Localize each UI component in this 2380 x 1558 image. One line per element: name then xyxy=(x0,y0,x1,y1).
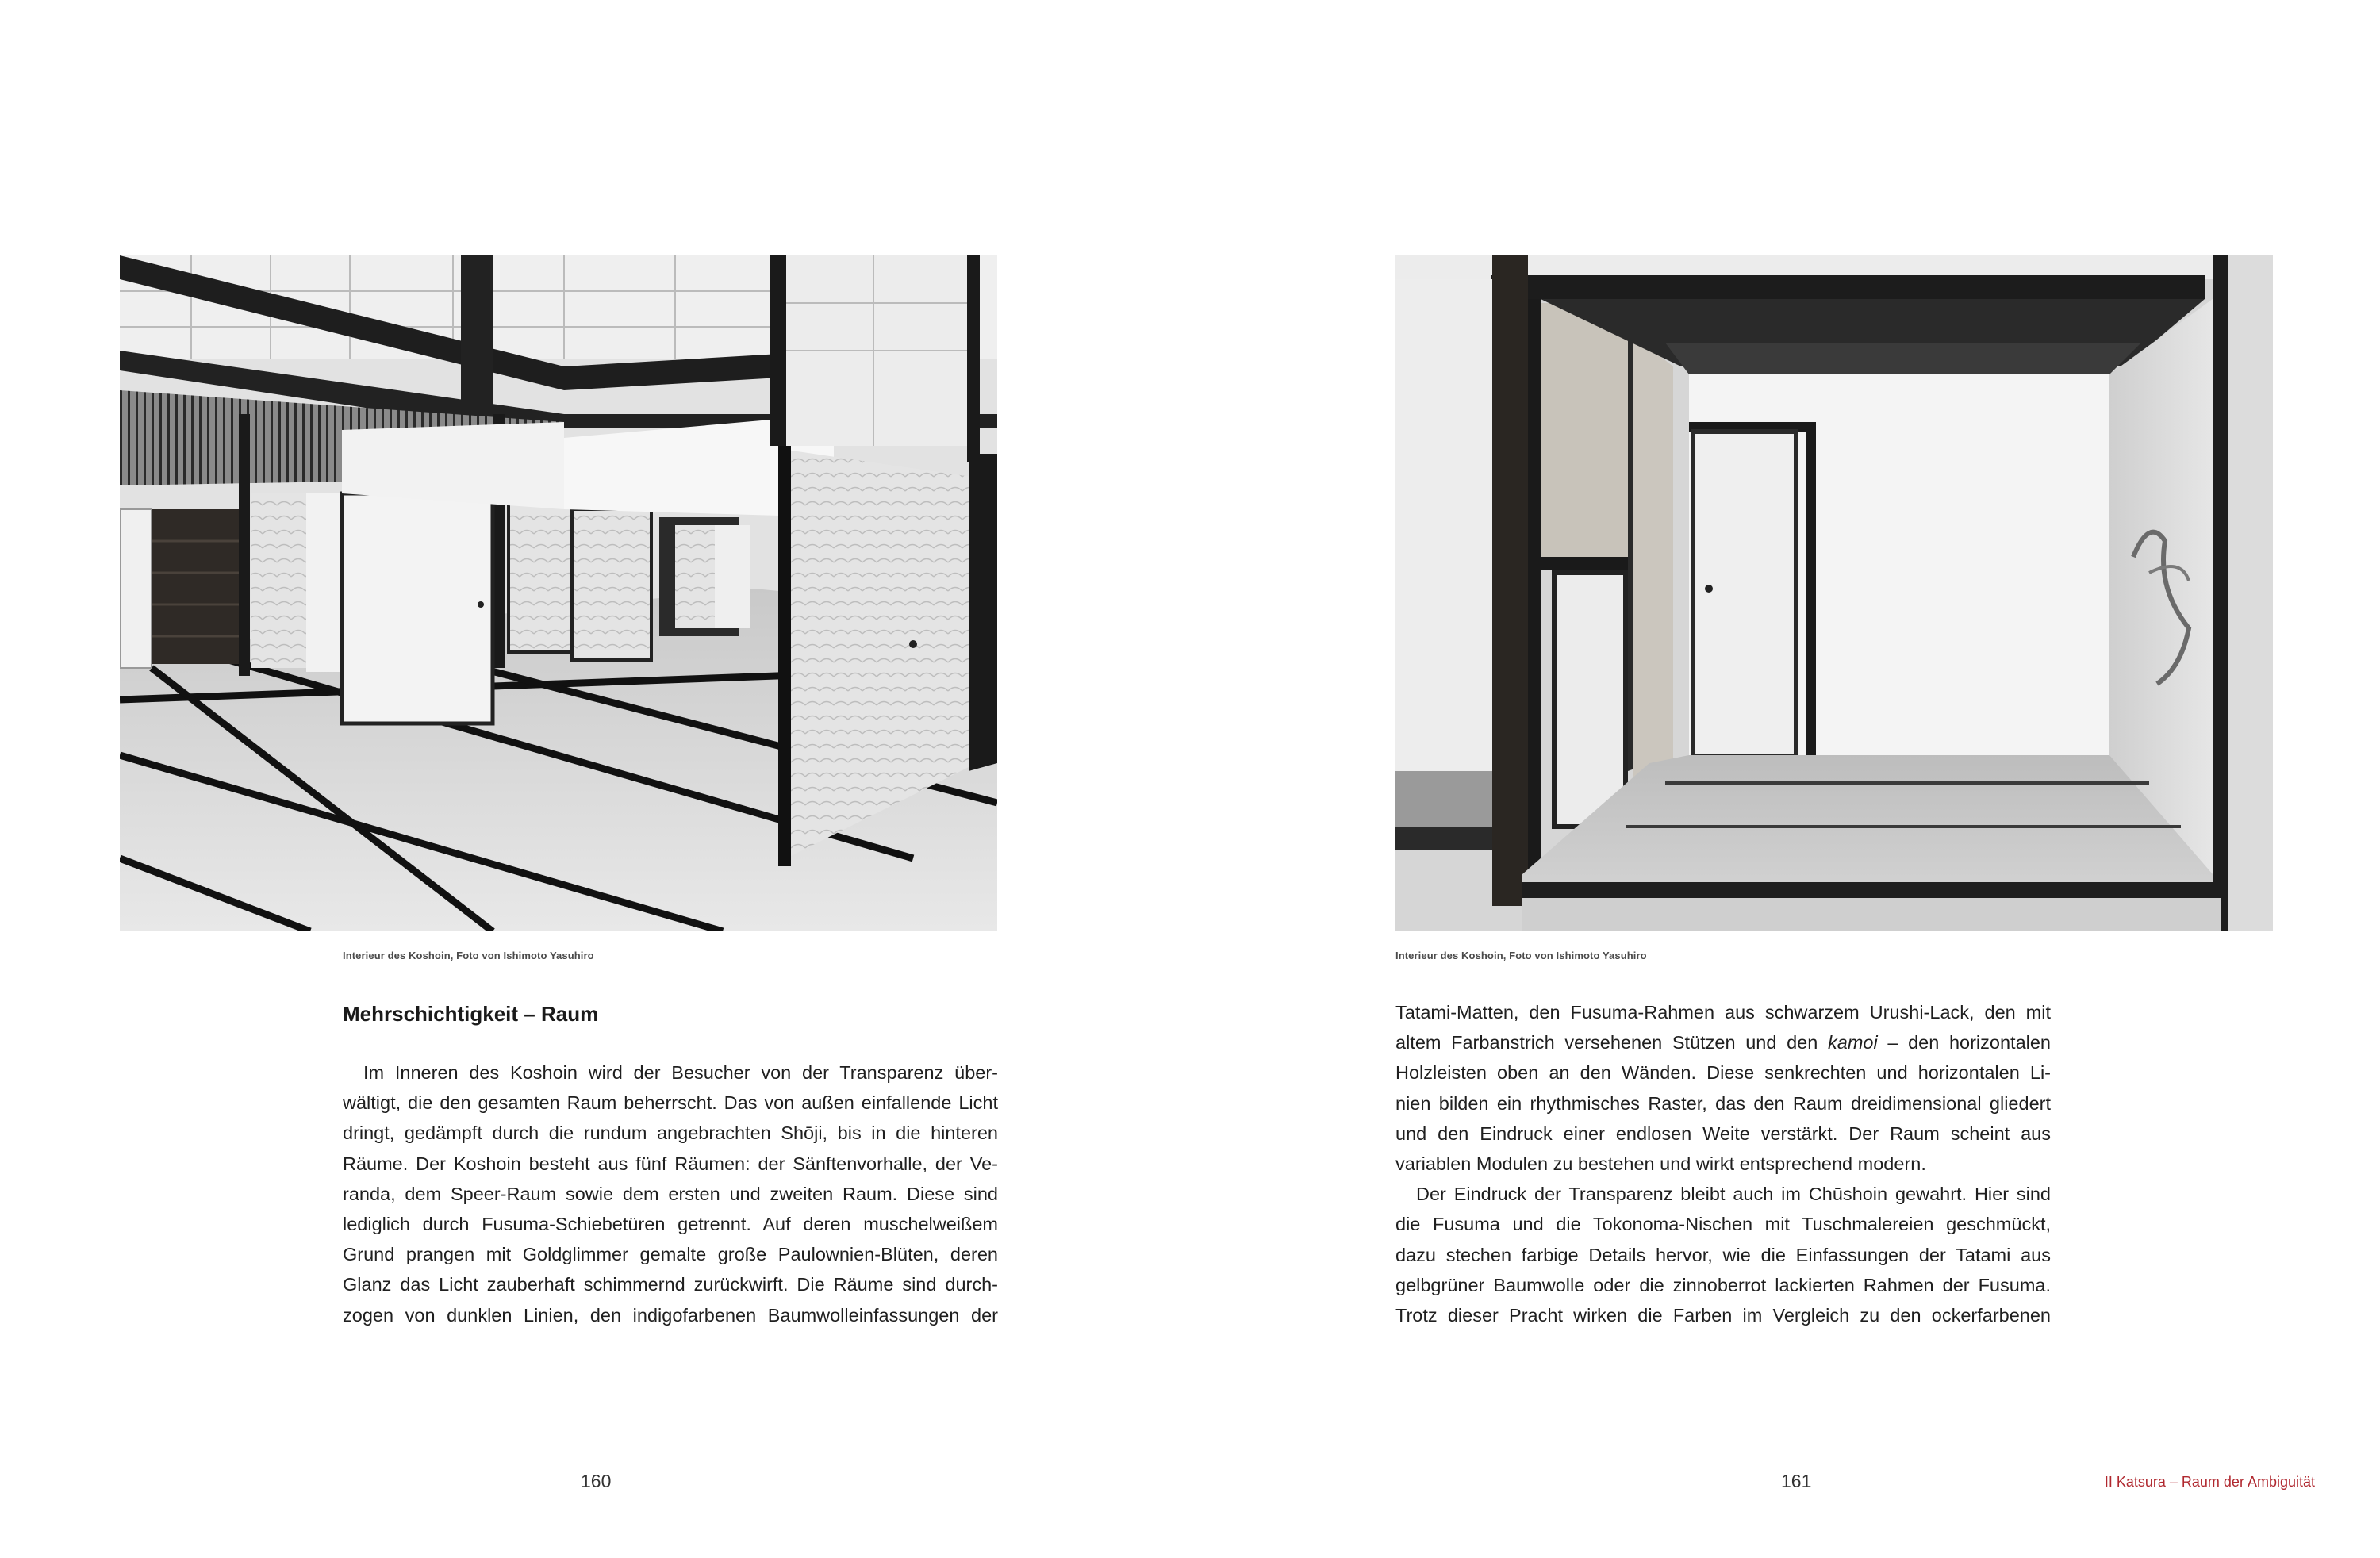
left-body-text xyxy=(343,1057,998,1330)
text-line: dazu stechen farbige Details hervor, wie die Einfassungen der Tatami aus xyxy=(1395,1244,2051,1265)
text-line: Holzleisten oben an den Wänden. Diese senkrechten und horizontalen Li- xyxy=(1395,1062,2051,1084)
text-line-paragraph-end: variablen Modulen zu bestehen und wirkt entsprechend modern. xyxy=(1395,1153,1926,1175)
left-photo-caption: Interieur des Koshoin, Foto von Ishimoto Yasuhiro xyxy=(343,950,594,961)
running-head: II Katsura – Raum der Ambiguität xyxy=(2104,1474,2315,1490)
italic-term: kamoi xyxy=(1828,1032,1878,1053)
text-line-with-italic: altem Farbanstrich versehenen Stützen und den kamoi – den horizontalen xyxy=(1395,1032,2051,1053)
text-line: nien bilden ein rhythmisches Raster, das den Raum dreidimensional gliedert xyxy=(1395,1092,2051,1114)
text-line: Im Inneren des Koshoin wird der Besucher von der Transparenz über- xyxy=(363,1062,998,1083)
right-body-text xyxy=(1395,997,2051,1330)
text-line: Grund prangen mit Goldglimmer gemalte große Paulownien-Blüten, deren xyxy=(343,1244,998,1265)
text-line: Trotz dieser Pracht wirken die Farben im Vergleich zu den ockerfarbenen xyxy=(1395,1305,2051,1326)
text-line: und den Eindruck einer endlosen Weite verstärkt. Der Raum scheint aus xyxy=(1395,1122,2051,1144)
section-heading: Mehrschichtigkeit – Raum xyxy=(343,1002,599,1026)
koshoin-interior-photo xyxy=(120,255,997,931)
left-interior-photo xyxy=(120,255,997,931)
text-line: Räume. Der Koshoin besteht aus fünf Räumen: der Sänftenvorhalle, der Ve- xyxy=(343,1153,998,1174)
page-number-left: 160 xyxy=(581,1471,612,1491)
text-line: zogen von dunklen Linien, den indigofarbenen Baumwolleinfassungen der xyxy=(343,1304,998,1326)
chushoin-interior-photo xyxy=(1395,255,2273,931)
page-number-right: 161 xyxy=(1781,1471,1812,1491)
right-photo-caption: Interieur des Koshoin, Foto von Ishimoto Yasuhiro xyxy=(1395,950,1647,961)
text-line: wältigt, die den gesamten Raum beherrscht. Das von außen einfallende Licht xyxy=(343,1092,998,1114)
text-line: randa, dem Speer-Raum sowie dem ersten und zweiten Raum. Diese sind xyxy=(343,1183,998,1204)
right-interior-photo xyxy=(1395,255,2273,931)
text-line: Der Eindruck der Transparenz bleibt auch im Chūshoin gewahrt. Hier sind xyxy=(1416,1184,2051,1205)
text-line: gelbgrüner Baumwolle oder die zinnoberrot lackierten Rahmen der Fusuma. xyxy=(1395,1274,2051,1295)
text-line: lediglich durch Fusuma-Schiebetüren getrennt. Auf deren muschelweißem xyxy=(343,1214,998,1235)
text-line: die Fusuma und die Tokonoma-Nischen mit Tuschmalereien geschmückt, xyxy=(1395,1214,2051,1235)
text-line: Glanz das Licht zauberhaft schimmernd zurückwirft. Die Räume sind durch- xyxy=(343,1274,998,1295)
text-line: dringt, gedämpft durch die rundum angebrachten Shōji, bis in die hinteren xyxy=(343,1122,998,1144)
text-line: Tatami-Matten, den Fusuma-Rahmen aus schwarzem Urushi-Lack, den mit xyxy=(1395,1002,2051,1023)
